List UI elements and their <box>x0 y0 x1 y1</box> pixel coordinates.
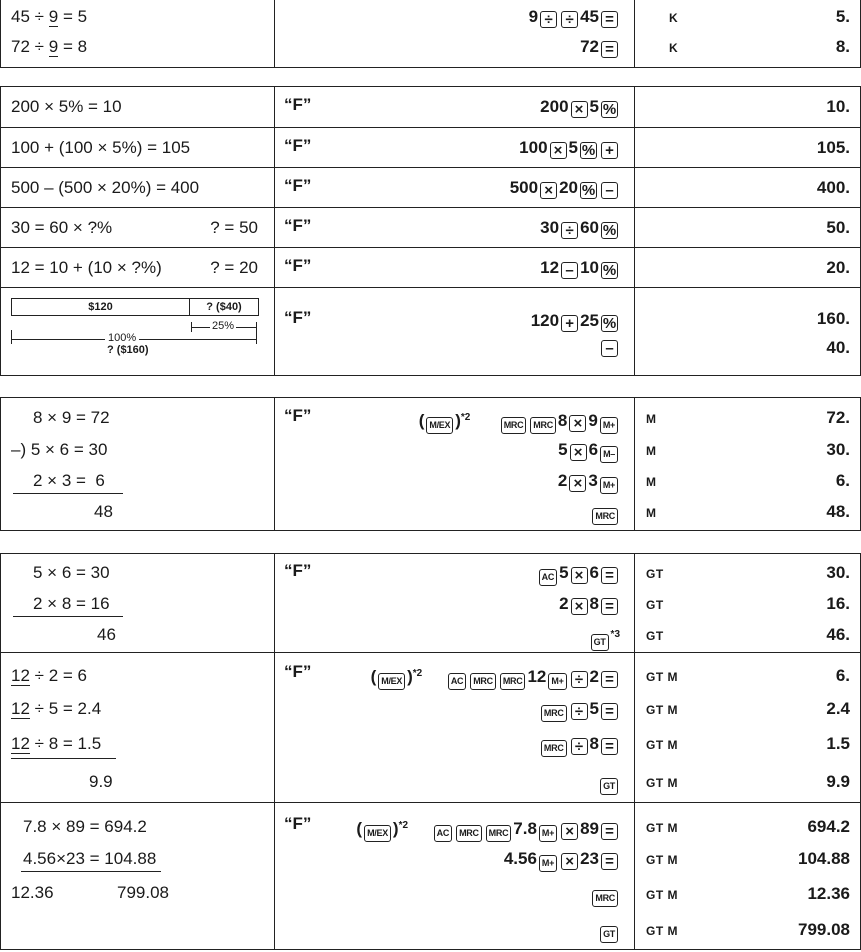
table-row <box>1 247 860 288</box>
plus-key-icon: + <box>601 142 618 159</box>
equals-key-icon: = <box>601 41 618 58</box>
mode-label: “F” <box>284 308 312 327</box>
indicator: M <box>646 412 657 426</box>
display-result: 16. <box>826 594 850 613</box>
multiply-key-icon: × <box>571 567 588 584</box>
multiply-key-icon: × <box>561 853 578 870</box>
memory-recall-key-icon: MRC <box>501 417 527 434</box>
calc-expression: 500 – (500 × 20%) = 400 <box>11 178 200 197</box>
mode-label: “F” <box>284 256 312 275</box>
indicator: M <box>646 475 657 489</box>
indicator: GT M <box>646 853 678 867</box>
equals-key-icon: = <box>601 823 618 840</box>
display-result: 10. <box>826 97 850 116</box>
multiply-key-icon: × <box>569 415 586 432</box>
calc-expression: 45 ÷ 9 = 5 <box>11 7 88 26</box>
multiply-key-icon: × <box>540 182 557 199</box>
display-result: 6. <box>835 471 850 490</box>
mode-label: “F” <box>284 216 312 235</box>
markup-diagram <box>11 298 261 368</box>
key-sequence: 120 + 25 % <box>530 311 617 332</box>
mode-label: “F” <box>284 814 312 833</box>
memory-recall-key-icon: MRC <box>541 740 567 757</box>
key-sequence: ( M/EX )$^{*2}$ AC MRC MRC 12 M+ ÷ 2 = <box>371 664 620 690</box>
multiply-key-icon: × <box>561 823 578 840</box>
calc-subtotal: 12.36 <box>11 883 54 902</box>
multiply-key-icon: × <box>571 101 588 118</box>
key-sequence: 12 – 10 % <box>540 258 617 279</box>
percent-key-icon: % <box>581 182 596 199</box>
sum-underline <box>13 493 123 494</box>
percent-key-icon: % <box>602 222 617 239</box>
divide-key-icon: ÷ <box>571 738 588 755</box>
percent-label: 25% <box>212 320 235 332</box>
display-result: 160. <box>816 309 850 328</box>
multiply-key-icon: × <box>570 444 587 461</box>
key-sequence: GT$^{*3}$ <box>589 625 620 651</box>
calc-total: 9.9 <box>89 772 113 791</box>
mode-label: “F” <box>284 406 312 425</box>
key-sequence: ( M/EX )$^{*2}$ MRC MRC 8 × 9 M+ <box>419 408 620 434</box>
calc-expression: 4.56×23 = 104.88 <box>23 849 157 868</box>
grand-total-key-icon: GT <box>600 778 618 795</box>
percent-key-icon: % <box>602 315 617 332</box>
divide-key-icon: ÷ <box>571 703 588 720</box>
table-memory <box>0 397 861 531</box>
equals-key-icon: = <box>601 738 618 755</box>
column-divider <box>274 398 275 530</box>
percent-key-icon: % <box>602 101 617 118</box>
key-sequence <box>599 336 620 357</box>
all-clear-key-icon: AC <box>539 569 557 586</box>
memory-exchange-key-icon: M/EX <box>426 417 453 434</box>
multiply-key-icon: × <box>550 142 567 159</box>
percent-label: 100% <box>105 332 139 344</box>
divide-key-icon: ÷ <box>571 671 588 688</box>
column-divider <box>634 398 635 530</box>
minus-key-icon: – <box>561 262 578 279</box>
display-result: 6. <box>835 666 850 685</box>
grand-total-key-icon: GT <box>591 634 609 651</box>
calc-expression: 2 × 8 = 16 <box>33 594 110 613</box>
memory-minus-key-icon: M– <box>600 446 618 463</box>
key-sequence <box>598 772 620 795</box>
indicator: GT M <box>646 776 678 790</box>
equals-key-icon: = <box>601 567 618 584</box>
all-clear-key-icon: AC <box>448 673 466 690</box>
memory-recall-key-icon: MRC <box>500 673 526 690</box>
key-sequence: AC 5 × 6 = <box>537 563 620 586</box>
calc-expression: 7.8 × 89 = 694.2 <box>23 817 147 836</box>
key-sequence: 30 ÷ 60 % <box>540 218 617 239</box>
table-row <box>1 287 860 378</box>
memory-recall-key-icon: MRC <box>592 508 618 525</box>
calc-answer: ? = 50 <box>210 218 258 237</box>
calc-expression: 2 × 3 = 6 <box>33 471 105 490</box>
divide-key-icon: ÷ <box>540 11 557 28</box>
memory-plus-key-icon: M+ <box>539 855 557 872</box>
table-row <box>1 802 860 952</box>
key-sequence <box>590 502 620 525</box>
table-grand-total <box>0 553 861 950</box>
calc-expression: 100 + (100 × 5%) = 105 <box>11 138 191 157</box>
memory-recall-key-icon: MRC <box>541 705 567 722</box>
indicator: M <box>646 444 657 458</box>
table-row <box>1 127 860 168</box>
display-result: 9.9 <box>826 772 850 791</box>
memory-exchange-key-icon: M/EX <box>378 673 405 690</box>
price-box: $120 <box>11 298 190 316</box>
calc-expression: 200 × 5% = 10 <box>11 97 122 116</box>
display-result: 799.08 <box>798 920 850 939</box>
key-sequence: 100 × 5 % + <box>519 138 620 159</box>
calc-expression: –) 5 × 6 = 30 <box>11 440 108 459</box>
table-row <box>1 207 860 248</box>
grand-total-key-icon: GT <box>600 926 618 943</box>
column-divider <box>274 0 275 67</box>
key-sequence: 5 × 6 M– <box>558 440 620 463</box>
display-result: 2.4 <box>826 699 850 718</box>
memory-plus-key-icon: M+ <box>548 673 566 690</box>
key-sequence: 2 × 3 M+ <box>558 471 620 494</box>
key-sequence: ( M/EX )$^{*2}$ AC MRC MRC 7.8 M+ × 89 = <box>356 816 620 842</box>
display-result: 50. <box>826 218 850 237</box>
display-result: 400. <box>816 178 850 197</box>
key-sequence: 4.56 M+ × 23 = <box>504 849 620 872</box>
mode-label: “F” <box>284 136 312 155</box>
equals-key-icon: = <box>601 11 618 28</box>
display-result: 5. <box>835 7 850 26</box>
unknown-box: ? ($40) <box>189 298 259 316</box>
memory-recall-key-icon: MRC <box>456 825 482 842</box>
sum-underline <box>11 758 116 759</box>
memory-recall-key-icon: MRC <box>592 890 618 907</box>
percent-key-icon: % <box>602 262 617 279</box>
indicator: GT <box>646 567 664 581</box>
indicator: M <box>646 506 657 520</box>
calc-expression: 72 ÷ 9 = 8 <box>11 37 88 56</box>
display-result: 12.36 <box>807 884 850 903</box>
display-result: 105. <box>816 138 850 157</box>
key-sequence: 2 × 8 = <box>559 594 620 615</box>
key-sequence <box>598 920 620 943</box>
display-result: 30. <box>826 440 850 459</box>
display-result: 72. <box>826 408 850 427</box>
memory-recall-key-icon: MRC <box>486 825 512 842</box>
multiply-key-icon: × <box>571 598 588 615</box>
display-result: 20. <box>826 258 850 277</box>
plus-key-icon: + <box>561 315 578 332</box>
key-sequence: 200 × 5 % <box>540 97 617 118</box>
memory-plus-key-icon: M+ <box>539 825 557 842</box>
minus-key-icon: – <box>601 340 618 357</box>
key-sequence: 500 × 20 % – <box>510 178 620 199</box>
table-row <box>1 554 860 652</box>
calc-expression: 12 = 10 + (10 × ?%) <box>11 258 162 277</box>
display-result: 8. <box>835 37 850 56</box>
table-row <box>1 652 860 803</box>
table-percent <box>0 86 861 376</box>
calc-expression: 30 = 60 × ?% <box>11 218 113 237</box>
calc-expression: 12 ÷ 5 = 2.4 <box>11 699 102 718</box>
multiply-key-icon: × <box>569 475 586 492</box>
indicator: GT M <box>646 888 678 902</box>
key-sequence: 72 = <box>580 37 620 58</box>
mode-label: “F” <box>284 561 312 580</box>
display-result: 40. <box>826 338 850 357</box>
mode-label: “F” <box>284 176 312 195</box>
indicator: K <box>669 41 679 55</box>
sum-underline <box>13 616 123 617</box>
indicator: GT M <box>646 821 678 835</box>
display-result: 694.2 <box>807 817 850 836</box>
display-result: 46. <box>826 625 850 644</box>
key-sequence: MRC ÷ 5 = <box>539 699 620 722</box>
all-clear-key-icon: AC <box>434 825 452 842</box>
calc-total: 46 <box>97 625 116 644</box>
calc-expression: 12 ÷ 2 = 6 <box>11 666 87 685</box>
calc-expression: 8 × 9 = 72 <box>33 408 110 427</box>
equals-key-icon: = <box>601 703 618 720</box>
column-divider <box>634 0 635 67</box>
indicator: GT <box>646 598 664 612</box>
sum-underline <box>21 871 161 872</box>
display-result: 48. <box>826 502 850 521</box>
calc-grand-total: 799.08 <box>117 883 169 902</box>
display-result: 1.5 <box>826 734 850 753</box>
percent-key-icon: % <box>581 142 596 159</box>
divide-key-icon: ÷ <box>561 11 578 28</box>
calc-expression: 12 ÷ 8 = 1.5 <box>11 734 102 753</box>
indicator: GT M <box>646 924 678 938</box>
table-division-constant <box>0 0 861 68</box>
memory-exchange-key-icon: M/EX <box>364 825 391 842</box>
equals-key-icon: = <box>601 671 618 688</box>
calc-answer: ? = 20 <box>210 258 258 277</box>
minus-key-icon: – <box>601 182 618 199</box>
key-sequence: 9 ÷ ÷ 45 = <box>529 7 620 28</box>
indicator: GT <box>646 629 664 643</box>
mode-label: “F” <box>284 95 312 114</box>
total-label: ? ($160) <box>107 344 149 356</box>
key-sequence <box>590 884 620 907</box>
equals-key-icon: = <box>601 598 618 615</box>
divide-key-icon: ÷ <box>561 222 578 239</box>
memory-plus-key-icon: M+ <box>600 417 618 434</box>
memory-recall-key-icon: MRC <box>530 417 556 434</box>
indicator: GT M <box>646 738 678 752</box>
calc-total: 48 <box>94 502 113 521</box>
table-row <box>1 87 860 127</box>
indicator: K <box>669 11 679 25</box>
equals-key-icon: = <box>601 853 618 870</box>
display-result: 30. <box>826 563 850 582</box>
calc-expression: 5 × 6 = 30 <box>33 563 110 582</box>
indicator: GT M <box>646 670 678 684</box>
mode-label: “F” <box>284 662 312 681</box>
indicator: GT M <box>646 703 678 717</box>
memory-plus-key-icon: M+ <box>600 477 618 494</box>
table-row <box>1 167 860 208</box>
display-result: 104.88 <box>798 849 850 868</box>
key-sequence: MRC ÷ 8 = <box>539 734 620 757</box>
memory-recall-key-icon: MRC <box>470 673 496 690</box>
